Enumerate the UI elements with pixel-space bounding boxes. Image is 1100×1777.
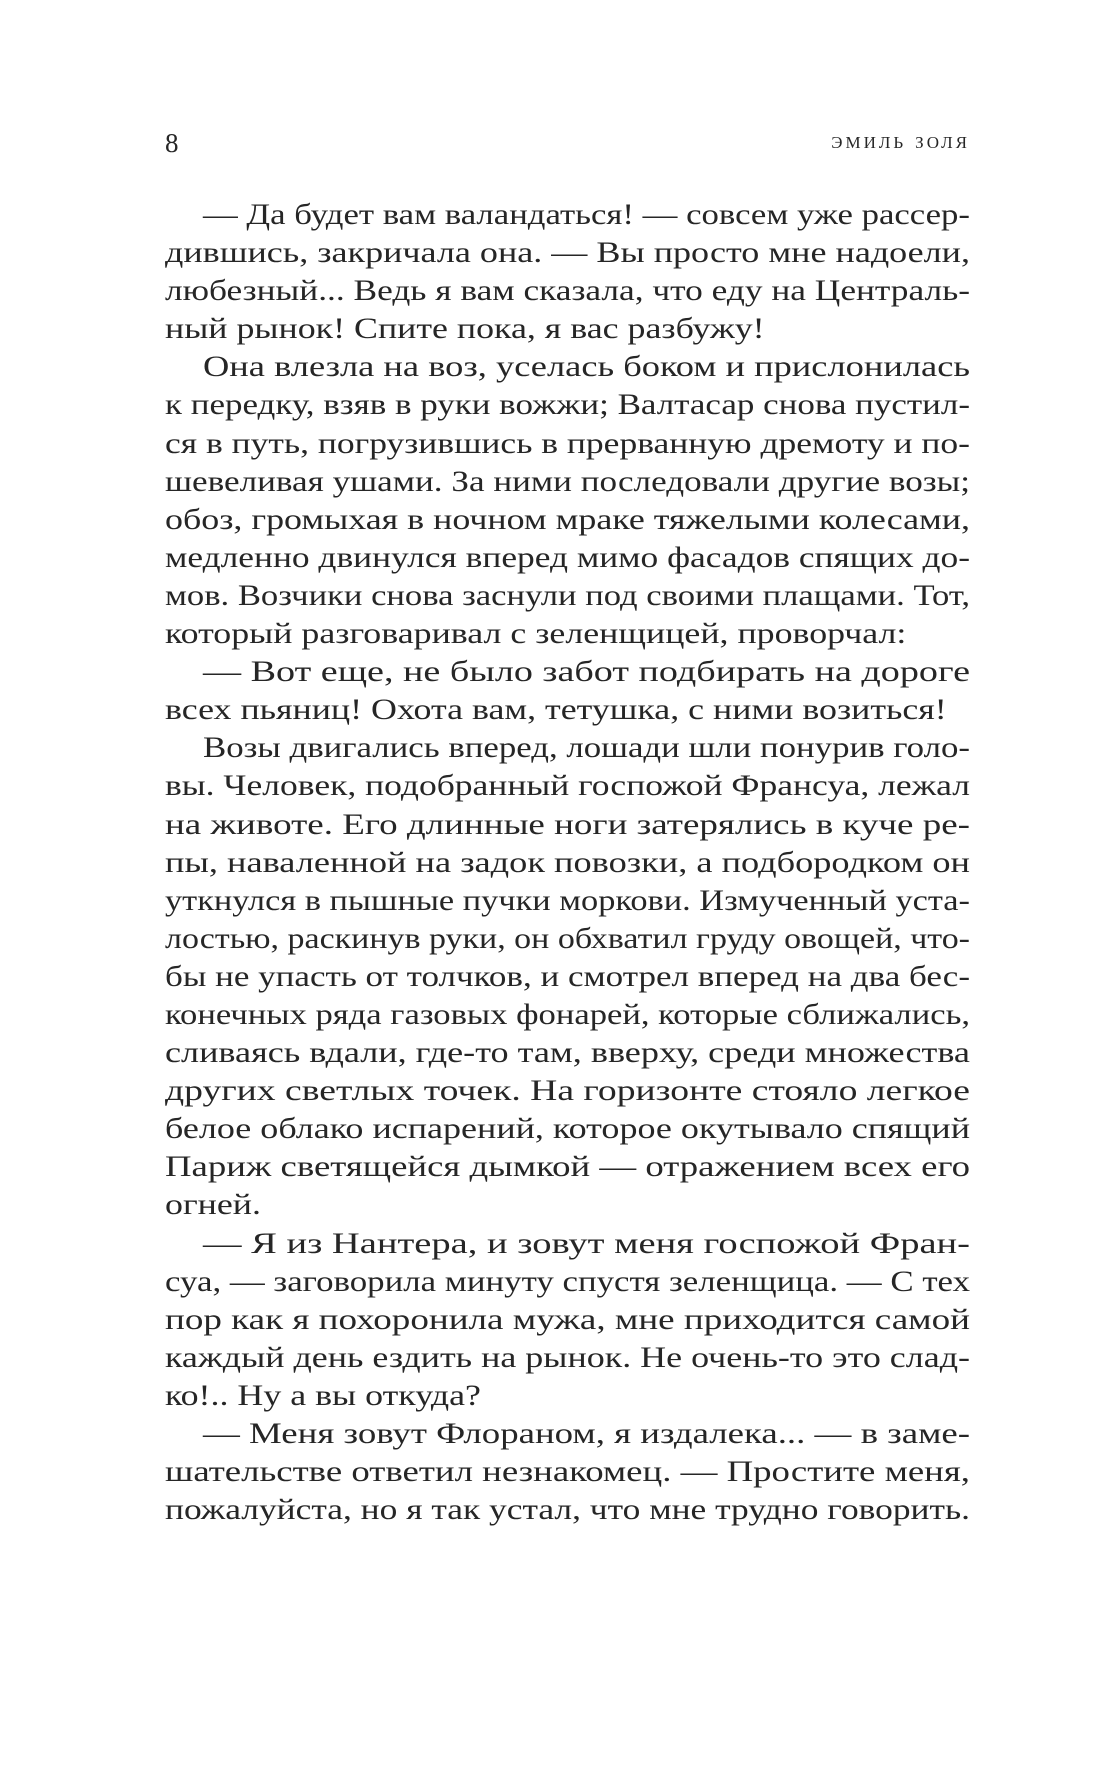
text-line: огней. [165, 1188, 261, 1222]
text-line: обоз, громыхая в ночном мраке тяжелыми колесами, [165, 502, 970, 536]
text-line: ный рынок! Спите пока, я вас разбужу! [165, 312, 765, 346]
text-line: белое облако испарений, которое окутывало спящий [165, 1112, 970, 1146]
text-line: на животе. Его длинные ноги затерялись в куче ре- [165, 807, 970, 841]
text-line: суа, — заговорила минуту спустя зеленщица. — С тех [165, 1264, 970, 1298]
text-line: Париж светящейся дымкой — отражением всех его [165, 1150, 971, 1184]
text-line: медленно двинулся вперед мимо фасадов спящих до- [165, 540, 970, 574]
text-line: — Да будет вам валандаться! — совсем уже рассер- [203, 198, 970, 231]
text-line: пожалуйста, но я так устал, что мне трудно говорить. [165, 1493, 970, 1527]
text-line: сливаясь вдали, где-то там, вверху, среди множества [165, 1036, 970, 1070]
text-line: мов. Возчики снова заснули под своими плащами. Тот, [165, 578, 971, 612]
running-head-author: эмиль золя [831, 128, 970, 154]
text-line: каждый день ездить на рынок. Не очень-то это слад- [165, 1340, 970, 1374]
running-head [165, 128, 970, 168]
text-line: уткнулся в пышные пучки моркови. Измученный уста- [165, 883, 970, 917]
paragraph [165, 729, 970, 1224]
text-line: — Меня зовут Флораном, я издалека... — в заме- [203, 1417, 971, 1450]
text-line: бы не упасть от толчков, и смотрел вперед на два бес- [165, 959, 970, 993]
text-line: к передку, взяв в руки вожжи; Валтасар снова пустил- [165, 388, 970, 422]
paragraph [165, 1225, 970, 1415]
text-line: конечных ряда газовых фонарей, которые сближались, [165, 997, 970, 1031]
text-line: любезный... Ведь я вам сказала, что еду на Централь- [165, 274, 970, 308]
text-line: Возы двигались вперед, лошади шли понурив голо- [203, 731, 970, 765]
text-line: всех пьяниц! Охота вам, тетушка, с ними возиться! [165, 693, 947, 727]
text-line: Она влезла на воз, уселась боком и прислонилась [203, 350, 970, 384]
text-line: ко!.. Ну а вы откуда? [165, 1378, 481, 1412]
text-line: лостью, раскинув руки, он обхватил груду овощей, что- [165, 921, 970, 955]
body-text [165, 196, 970, 1529]
text-line: пор как я похоронила мужа, мне приходится самой [165, 1302, 970, 1336]
text-line: пы, наваленной на задок повозки, а подбородком он [165, 845, 970, 879]
text-line: дившись, закричала она. — Вы просто мне надоели, [165, 236, 970, 270]
text-line: — Вот еще, не было забот подбирать на дороге [203, 655, 970, 689]
text-line: ся в путь, погрузившись в прерванную дремоту и по- [165, 426, 970, 460]
paragraph [165, 348, 970, 653]
text-line: — Я из Нантера, и зовут меня госпожой Фран- [203, 1226, 970, 1260]
paragraph [165, 653, 970, 729]
page-number: 8 [165, 128, 179, 158]
paragraph [165, 196, 970, 348]
text-line: шевеливая ушами. За ними последовали другие возы; [165, 464, 970, 498]
text-line: который разговаривал с зеленщицей, проворчал: [165, 617, 907, 651]
paragraph [165, 1415, 970, 1529]
text-line: шательстве ответил незнакомец. — Простите меня, [165, 1455, 970, 1489]
text-line: других светлых точек. На горизонте стояло легкое [165, 1074, 970, 1108]
text-line: вы. Человек, подобранный госпожой Франсуа, лежал [165, 769, 970, 803]
